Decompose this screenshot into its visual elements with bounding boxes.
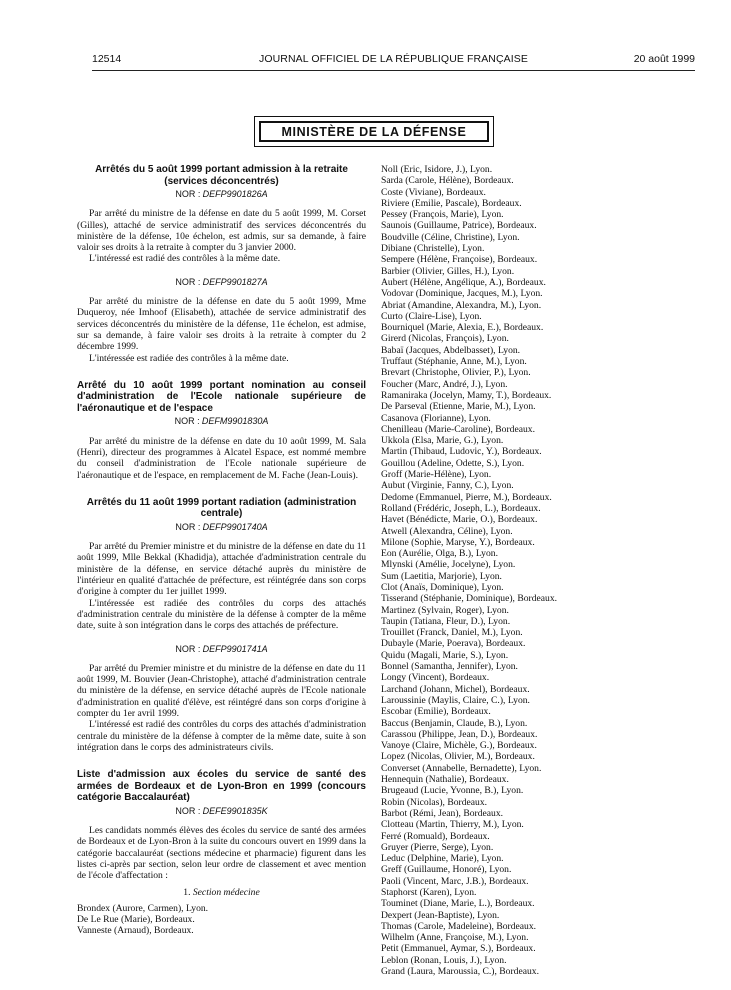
list-item: Eon (Aurélie, Olga, B.), Lyon. (381, 548, 498, 560)
list-item: Tisserand (Stéphanie, Dominique), Bordeaux. (381, 593, 558, 605)
right-column (381, 164, 671, 977)
list-item: Aubert (Hélène, Angélique, A.), Bordeaux. (381, 276, 546, 288)
subsection-number: 1. (183, 887, 191, 899)
section-title: Arrêtés du 11 août 1999 portant radiation (administration centrale) (86, 496, 357, 520)
list-item: Gouillou (Adeline, Odette, S.), Lyon. (381, 457, 525, 469)
list-item: Quidu (Magali, Marie, S.), Lyon. (381, 649, 509, 661)
list-item: Hennequin (Nathalie), Bordeaux. (381, 774, 509, 786)
list-item: Vanoye (Claire, Michèle, G.), Bordeaux. (381, 740, 537, 752)
list-item: Barbier (Olivier, Gilles, H.), Lyon. (381, 265, 515, 277)
nor-code: DEFP9901741A (202, 643, 268, 654)
nor-code: DEFM9901830A (201, 416, 269, 427)
paragraph: Par arrêté du ministre de la défense en date du 10 août 1999, M. Sala (Henri), directeur des programmes à Alcatel Espace, est nommé membre du conseil d'administration de l'Ecole nationale supérieure de l'aéronautique et de l'espace, en remplacement de M. Fache (Jean-Louis). (77, 435, 366, 481)
paragraph: L'intéressé est radié des contrôles à la même date. (89, 253, 281, 265)
left-column (77, 164, 366, 937)
paragraph: Par arrêté du ministre de la défense en date du 5 août 1999, M. Corset (Gilles), attaché de service administratif des services déconcentrés du ministère de la défense, 10e échelon, est admis, sur sa demande, à faire valoir ses droits à la retraite à compter du 3 janvier 2000. (77, 208, 366, 254)
list-item: Baccus (Benjamin, Claude, B.), Lyon. (381, 717, 528, 729)
nor-label: NOR : (175, 805, 201, 816)
nor-code: DEFP9901827A (202, 276, 268, 287)
list-item: Riviere (Emilie, Pascale), Bordeaux. (381, 197, 522, 209)
section-title: Liste d'admission aux écoles du service de santé des armées de Bordeaux et de Lyon-Bron en 1999 (concours catégorie Baccalauréat) (77, 769, 366, 804)
paragraph: Par arrêté du Premier ministre et du ministre de la défense en date du 11 août 1999, M. Bouvier (Jean-Christophe), attaché d'administration centrale du ministère de la défense, en service détaché auprès de l'Ecole nationale d'administration en qualité d'élève, est réintégré dans son corps d'origine à compter du 1er avril 1999. (77, 662, 366, 719)
nor-reference (77, 806, 366, 817)
nor-label: NOR : (175, 276, 201, 287)
list-item: Martinez (Sylvain, Roger), Lyon. (381, 604, 509, 616)
subsection-heading (77, 887, 366, 898)
list-item: Foucher (Marc, André, J.), Lyon. (381, 378, 508, 390)
list-item: Greff (Guillaume, Honoré), Lyon. (381, 864, 512, 876)
list-item: Sarda (Carole, Hélène), Bordeaux. (381, 175, 514, 187)
list-item: Babaï (Jacques, Abdelbasset), Lyon. (381, 344, 521, 356)
list-item: Aubut (Virginie, Fanny, C.), Lyon. (381, 480, 514, 492)
list-item: Noll (Eric, Isidore, J.), Lyon. (381, 164, 493, 175)
ministry-title: MINISTÈRE DE LA DÉFENSE (259, 121, 489, 142)
list-item: Larchand (Johann, Michel), Bordeaux. (381, 683, 530, 695)
section-title: Arrêté du 10 août 1999 portant nomination au conseil d'administration de l'Ecole nationale supérieure de l'aéronautique et de l'espace (77, 379, 366, 414)
list-item: Touminet (Diane, Marie, L.), Bordeaux. (381, 898, 535, 910)
nor-reference (77, 522, 366, 533)
list-item: Leblon (Ronan, Louis, J.), Lyon. (381, 954, 507, 966)
list-item: Vanneste (Arnaud), Bordeaux. (77, 925, 194, 937)
page-number: 12514 (92, 53, 122, 65)
list-item: Thomas (Carole, Madeleine), Bordeaux. (381, 920, 537, 932)
nor-reference (77, 189, 366, 200)
list-item: Ukkola (Elsa, Marie, G.), Lyon. (381, 435, 504, 447)
list-item: Rolland (Frédéric, Joseph, L.), Bordeaux. (381, 502, 541, 514)
ministry-title-box (254, 116, 494, 147)
list-item: Lopez (Nicolas, Olivier, M.), Bordeaux. (381, 751, 535, 763)
list-item: Gruyer (Pierre, Serge), Lyon. (381, 841, 494, 853)
list-item: Brondex (Aurore, Carmen), Lyon. (77, 902, 209, 914)
header-rule (92, 70, 695, 71)
paragraph: L'intéressée est radiée des contrôles du corps des attachés d'administration centrale du ministère de la défense à compter de la même date, suite à son intégration dans le corps des attachés de préfecture. (77, 597, 366, 632)
list-item: Brugeaud (Lucie, Yvonne, B.), Lyon. (381, 785, 524, 797)
paragraph: L'intéressé est radié des contrôles du corps des attachés d'administration centrale du ministère de la défense à compter de la même date, suite à son intégration dans le corps des administrateurs civils. (77, 719, 366, 753)
list-item: Truffaut (Stéphanie, Anne, M.), Lyon. (381, 356, 527, 368)
list-item: Martin (Thibaud, Ludovic, Y.), Bordeaux. (381, 446, 542, 458)
list-item: Girerd (Nicolas, François), Lyon. (381, 333, 509, 345)
nor-label: NOR : (175, 189, 201, 199)
list-item: Groff (Marie-Hélène), Lyon. (381, 469, 492, 481)
paragraph: Par arrêté du Premier ministre et du ministre de la défense en date du 11 août 1999, Mlle Bekkal (Khadidja), attachée d'administration centrale du ministère de la défense, en service détaché auprès du ministère de l'intérieur en qualité d'attachée de préfecture, est réintégrée dans son corps d'origine à compter du 1er juillet 1999. (77, 541, 366, 598)
nor-code: DEFP9901826A (202, 189, 268, 199)
nor-code: DEFP9901740A (202, 521, 268, 532)
nor-reference (77, 644, 366, 655)
list-item: Dexpert (Jean-Baptiste), Lyon. (381, 909, 500, 921)
list-item: Casanova (Florianne), Lyon. (381, 412, 491, 424)
list-item: Carassou (Philippe, Jean, D.), Bordeaux. (381, 728, 538, 740)
list-item: Atwell (Alexandra, Céline), Lyon. (381, 525, 513, 537)
nor-reference (77, 416, 366, 427)
list-item: Ramaniraka (Jocelyn, Mamy, T.), Bordeaux. (381, 389, 552, 401)
list-item: Dubayle (Marie, Poerava), Bordeaux. (381, 638, 526, 650)
nor-label: NOR : (174, 416, 200, 427)
list-item: Chenilleau (Marie-Caroline), Bordeaux. (381, 423, 535, 435)
list-item: Sempere (Hélène, Françoise), Bordeaux. (381, 254, 538, 266)
nor-reference (77, 277, 366, 288)
list-item: Longy (Vincent), Bordeaux. (381, 672, 490, 684)
paragraph: L'intéressée est radiée des contrôles à la même date. (89, 352, 289, 364)
list-item: Havet (Bénédicte, Marie, O.), Bordeaux. (381, 514, 538, 526)
list-item: Robin (Nicolas), Bordeaux. (381, 796, 488, 808)
list-item: Laroussinie (Maylis, Claire, C.), Lyon. (381, 694, 530, 706)
list-item: Bonnel (Samantha, Jennifer), Lyon. (381, 661, 518, 673)
list-item: Sum (Laetitia, Marjorie), Lyon. (381, 570, 502, 582)
subsection-name: Section médecine (192, 887, 260, 899)
list-item: Leduc (Delphine, Marie), Lyon. (381, 853, 504, 865)
list-item: Vodovar (Dominique, Jacques, M.), Lyon. (381, 288, 543, 300)
list-item: Dibiane (Christelle), Lyon. (381, 243, 485, 255)
section-title: Arrêtés du 5 août 1999 portant admission à la retraite (services déconcentrés) (95, 164, 348, 187)
list-item: Milone (Sophie, Maryse, Y.), Bordeaux. (381, 536, 535, 548)
list-item: Petit (Emmanuel, Aymar, S.), Bordeaux. (381, 943, 536, 955)
list-item: Coste (Viviane), Bordeaux. (381, 186, 486, 198)
list-item: Bourniquel (Marie, Alexia, E.), Bordeaux. (381, 322, 544, 334)
list-item: Pessey (François, Marie), Lyon. (381, 209, 504, 221)
journal-title: JOURNAL OFFICIEL DE LA RÉPUBLIQUE FRANÇAISE (259, 53, 528, 65)
list-item: Wilhelm (Anne, Françoise, M.), Lyon. (381, 932, 529, 944)
page-header (92, 53, 695, 67)
list-item: De Le Rue (Marie), Bordeaux. (77, 914, 195, 926)
list-item: Trouillet (Franck, Daniel, M.), Lyon. (381, 627, 523, 639)
list-item: Clotteau (Martin, Thierry, M.), Lyon. (381, 819, 524, 831)
list-item: Converset (Annabelle, Bernadette), Lyon. (381, 762, 542, 774)
nor-code: DEFE9901835K (202, 805, 268, 816)
list-item: Staphorst (Karen), Lyon. (381, 887, 477, 898)
list-item: Escobar (Emilie), Bordeaux. (381, 706, 491, 718)
paragraph: Par arrêté du ministre de la défense en date du 5 août 1999, Mme Duqueroy, née Imhoof (Elisabeth), attachée de service administratif des services déconcentrés du ministère de la défense, 11e échelon, est admise, sur sa demande, à faire valoir ses droits à la retraite à compter du 2 décembre 1999. (77, 296, 366, 353)
list-item: Taupin (Tatiana, Fleur, D.), Lyon. (381, 615, 511, 627)
list-item: Ferré (Romuald), Bordeaux. (381, 830, 490, 842)
paragraph: Les candidats nommés élèves des écoles du service de santé des armées de Bordeaux et de Lyon-Bron à la suite du concours ouvert en 1999 dans la catégorie baccalauréat (sections médecine et pharmacie) figurent dans les listes ci-après par section, selon leur ordre de classement et avec mention de l'école d'affectation : (77, 824, 366, 882)
list-item: Curto (Claire-Lise), Lyon. (381, 310, 482, 322)
list-item: Boudville (Céline, Christine), Lyon. (381, 231, 520, 243)
list-item: Paoli (Vincent, Marc, J.B.), Bordeaux. (381, 875, 529, 887)
list-item: Barbot (Rémi, Jean), Bordeaux. (381, 807, 504, 819)
list-item: Dedome (Emmanuel, Pierre, M.), Bordeaux. (381, 491, 552, 503)
list-item: Grand (Laura, Maroussia, C.), Bordeaux. (381, 966, 539, 978)
list-item: Mlynski (Amélie, Jocelyne), Lyon. (381, 559, 516, 571)
list-item: Abriat (Amandine, Alexandra, M.), Lyon. (381, 299, 542, 311)
list-item: Brevart (Christophe, Olivier, P.), Lyon. (381, 367, 531, 379)
nor-label: NOR : (175, 643, 201, 654)
list-item: De Parseval (Etienne, Marie, M.), Lyon. (381, 401, 536, 413)
list-item: Saunois (Guillaume, Patrice), Bordeaux. (381, 220, 537, 232)
list-item: Clot (Anaïs, Dominique), Lyon. (381, 581, 504, 593)
issue-date: 20 août 1999 (633, 53, 695, 65)
nor-label: NOR : (175, 521, 201, 532)
